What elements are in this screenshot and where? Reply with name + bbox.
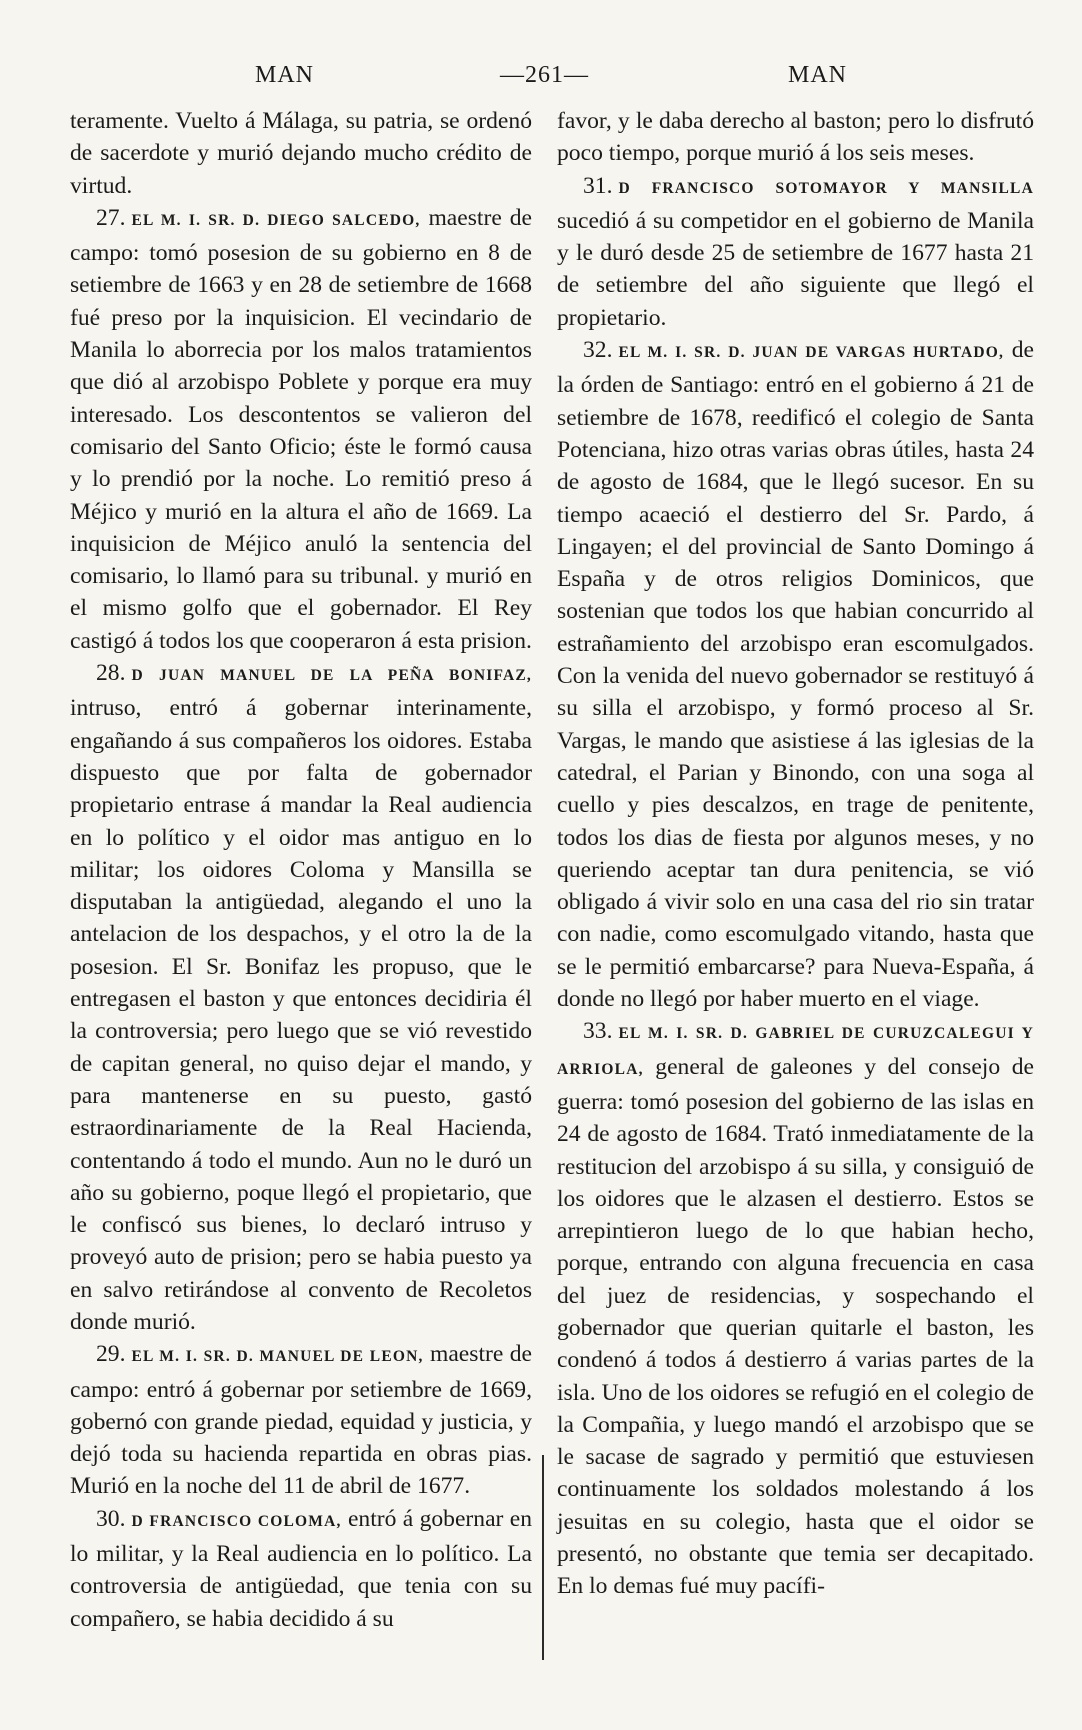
entry-text: sucedió á su competidor en el gobierno de Manila y le duró desde 25 de setiembre de 1677 hasta 21 de setiembre del año siguiente que llegó el propietario. xyxy=(557,207,1034,331)
entry-text: entró á gobernar en lo militar, y la Real audiencia en lo político. La controversia de antigüedad, que tenia con su compañero, se habia decidido á su xyxy=(70,1505,533,1632)
left-column xyxy=(70,105,532,1635)
entry-name: EL M. I. SR. D. DIEGO SALCEDO, xyxy=(131,211,421,229)
header-right-keyword: MAN xyxy=(788,62,848,88)
entry-32 xyxy=(557,334,1034,1015)
page-number: —261— xyxy=(500,62,589,88)
entry-name: D JUAN MANUEL DE LA PEÑA BONIFAZ, xyxy=(131,667,532,685)
entry-text: maestre de campo: tomó posesion de su gobierno en 8 de setiembre de 1663 y en 28 de setiembre de 1668 fué preso por la inquisicion. El vecindario de Manila lo aborrecia por los malos tratamientos que dió al arzobispo Poblete y porque era muy interesado. Los descontentos se valieron del comisario del Santo Oficio; éste le formó causa y lo prendió por la noche. Lo remitió preso á Méjico y murió en la altura el año de 1669. La inquisicion de Méjico anuló la sentencia del comisario, lo llamó para su tribunal. y murió en el mismo golfo que el gobernador. El Rey castigó á todos los que cooperaron á esta prision. xyxy=(70,204,533,654)
entry-number: 30. xyxy=(96,1505,126,1532)
entry-name: D FRANCISCO SOTOMAYOR Y MANSILLA xyxy=(618,179,1034,197)
entry-number: 31. xyxy=(583,172,613,199)
continued-paragraph: teramente. Vuelto á Málaga, su patria, se ordenó de sacerdote y murió dejando mucho crédito de virtud. xyxy=(70,108,532,199)
continued-paragraph: favor, y le daba derecho al baston; pero lo disfrutó poco tiempo, porque murió á los seis meses. xyxy=(557,108,1034,167)
header-left-keyword: MAN xyxy=(255,62,315,88)
entry-31 xyxy=(557,170,1034,334)
entry-30 xyxy=(70,1503,532,1635)
entry-27 xyxy=(70,202,532,657)
entry-number: 29. xyxy=(96,1341,126,1368)
entry-text: intruso, entró á gobernar interinamente, engañando á sus compañeros los oidores. Estaba dispuesto que por falta de gobernador propietario entrase á mandar la Real audiencia en lo político y el oidor mas antiguo en lo militar; los oidores Coloma y Mansilla se disputaban la antigüedad, alegando el uno la antelacion de los despachos, y el otro la de la posesion. El Sr. Bonifaz les propuso, que le entregasen el baston y que entonces decidiria él la controversia; pero luego que se vió revestido de capitan general, no quiso dejar el mando, y para mantenerse en su puesto, gastó estraordinariamente de la Real Hacienda, contentando á todo el mundo. Aun no le duró un año su gobierno, poque llegó el propietario, que le confiscó sus bienes, lo declaró intruso y proveyó auto de prision; pero se habia puesto ya en salvo retirándose al convento de Recoletos donde murió. xyxy=(70,695,532,1335)
entry-name: EL M. I. SR. D. GABRIEL DE CURUZCALEGUI Y ARRIOLA, xyxy=(557,1025,1034,1078)
entry-text: maestre de campo: entró á gobernar por setiembre de 1669, gobernó con grande piedad, equidad y justicia, y dejó toda su hacienda repartida en obras pias. Murió en la noche del 11 de abril de 1677. xyxy=(70,1341,532,1500)
entry-text: de la órden de Santiago: entró en el gobierno á 21 de setiembre de 1678, reedificó el colegio de Santa Potenciana, hizo otras varias obras útiles, hasta 24 de agosto de 1684, que le llegó sucesor. En su tiempo acaeció el destierro del Sr. Pardo, á Lingayen; el del provincial de Santo Domingo á España y de otros religios Dominicos, que sostenian que todos los que habian concurrido al estrañamiento del arzobispo eran escomulgados. Con la venida del nuevo gobernador se restituyó á su silla el arzobispo, y formó proceso al Sr. Vargas, le mando que asistiese á las iglesias de la catedral, el Parian y Binondo, con una soga al cuello y pies descalzos, en trage de penitente, todos los dias de fiesta por algunos meses, y no queriendo aceptar tan dura penitencia, se vió obligado á vivir solo en una casa del rio sin tratar con nadie, como escomulgado vitando, hasta que se le permitió embarcarse? para Nueva-España, á donde no llegó por haber muerto en el viage. xyxy=(557,337,1034,1013)
entry-29 xyxy=(70,1338,532,1502)
entry-name: EL M. I. SR. D. MANUEL DE LEON, xyxy=(131,1348,424,1366)
entry-name: EL M. I. SR. D. JUAN DE VARGAS HURTADO, xyxy=(618,344,1005,362)
entry-number: 27. xyxy=(96,204,126,231)
entry-number: 32. xyxy=(583,337,613,364)
entry-number: 33. xyxy=(583,1018,613,1045)
entry-name: D FRANCISCO COLOMA, xyxy=(131,1512,342,1530)
running-header xyxy=(0,62,1082,92)
entry-28 xyxy=(70,657,532,1338)
entry-text: general de galeones y del consejo de guerra: tomó posesion del gobierno de las islas en 24 de agosto de 1684. Trató inmediatamente de la restitucion del arzobispo á su silla, y consiguió de los oidores que le alzasen el destierro. Estos se arrepintieron luego de lo que habian hecho, porque, entrando con alguna frecuencia en casa del juez de residencias, y sospechando el gobernador que querian quitarle el baston, les condenó á todos á destierro á varias partes de la isla. Uno de los oidores se refugió en el colegio de la Compañia, y luego mandó el arzobispo que se le sacase de sagrado y permitió que estuviesen continuamente los soldados molestando á los jesuitas en su colegio, hasta que el oidor se presentó, no obstante que temia ser decapitado. En lo demas fué muy pacífi- xyxy=(557,1053,1034,1600)
entry-33 xyxy=(557,1015,1034,1602)
right-column xyxy=(557,105,1034,1603)
column-divider xyxy=(542,1455,544,1660)
entry-number: 28. xyxy=(96,660,126,687)
